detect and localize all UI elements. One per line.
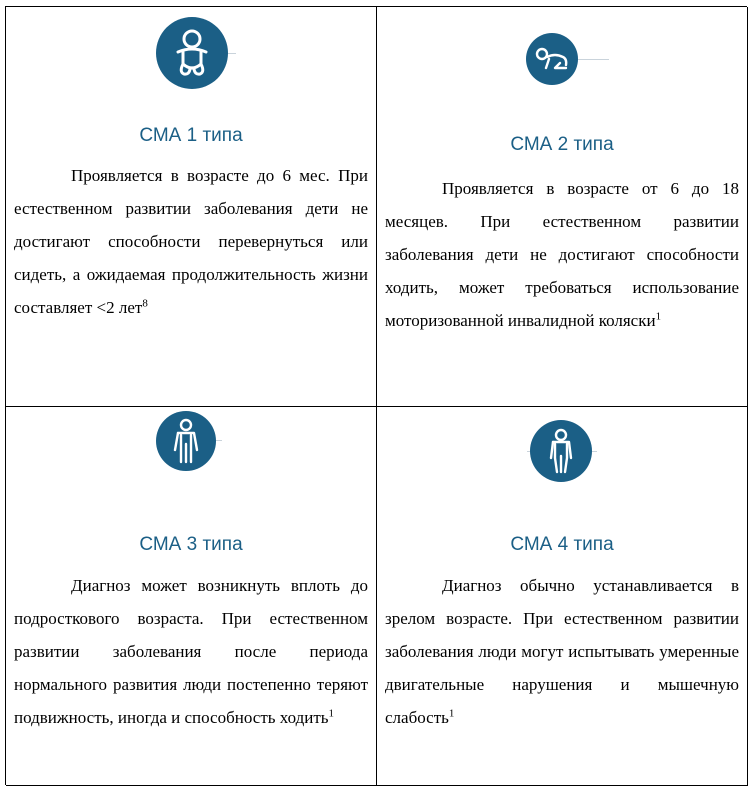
card-title: СМА 1 типа — [139, 125, 243, 146]
teenager-icon — [156, 411, 216, 471]
card-description: Проявляется в возрасте до 6 мес. При естественном развитии заболевания дети не достигают способности перевернуться или сидеть, а ожидаемая продолжительность жизни составляет <2 лет$^8$ — [14, 166, 368, 317]
card-title: СМА 2 типа — [510, 134, 614, 155]
card-description: Диагноз обычно устанавливается в зрелом возрасте. При естественном развитии заболевания люди могут испытывать умеренные двигательные нарушения и мышечную слабость$^1$ — [385, 576, 739, 727]
card-title: СМА 4 типа — [510, 534, 614, 555]
sma-types-table — [5, 6, 747, 785]
adult-icon — [530, 420, 592, 482]
card-sma-type-4 — [377, 407, 748, 786]
infant-icon — [156, 17, 228, 89]
card-sma-type-1 — [6, 7, 377, 407]
card-description: Проявляется в возрасте от 6 до 18 месяцев. При естественном развитии заболевания дети не достигают способности ходить, может требоваться использование моторизованной инвалидной коляски$^1$ — [385, 179, 739, 330]
card-sma-type-3 — [6, 407, 377, 786]
card-description: Диагноз может возникнуть вплоть до подросткового возраста. При естественном развитии заболевания после периода нормального развития люди постепенно теряют подвижность, иногда и способность ходить$^1$ — [14, 576, 368, 727]
crawling-baby-icon — [526, 33, 578, 85]
footnote-ref: 1 — [448, 707, 455, 720]
footnote-ref: 8 — [142, 297, 148, 310]
footnote-ref: 1 — [655, 310, 662, 323]
footnote-ref: 1 — [328, 707, 335, 720]
card-title: СМА 3 типа — [139, 534, 243, 555]
card-sma-type-2 — [377, 7, 748, 407]
